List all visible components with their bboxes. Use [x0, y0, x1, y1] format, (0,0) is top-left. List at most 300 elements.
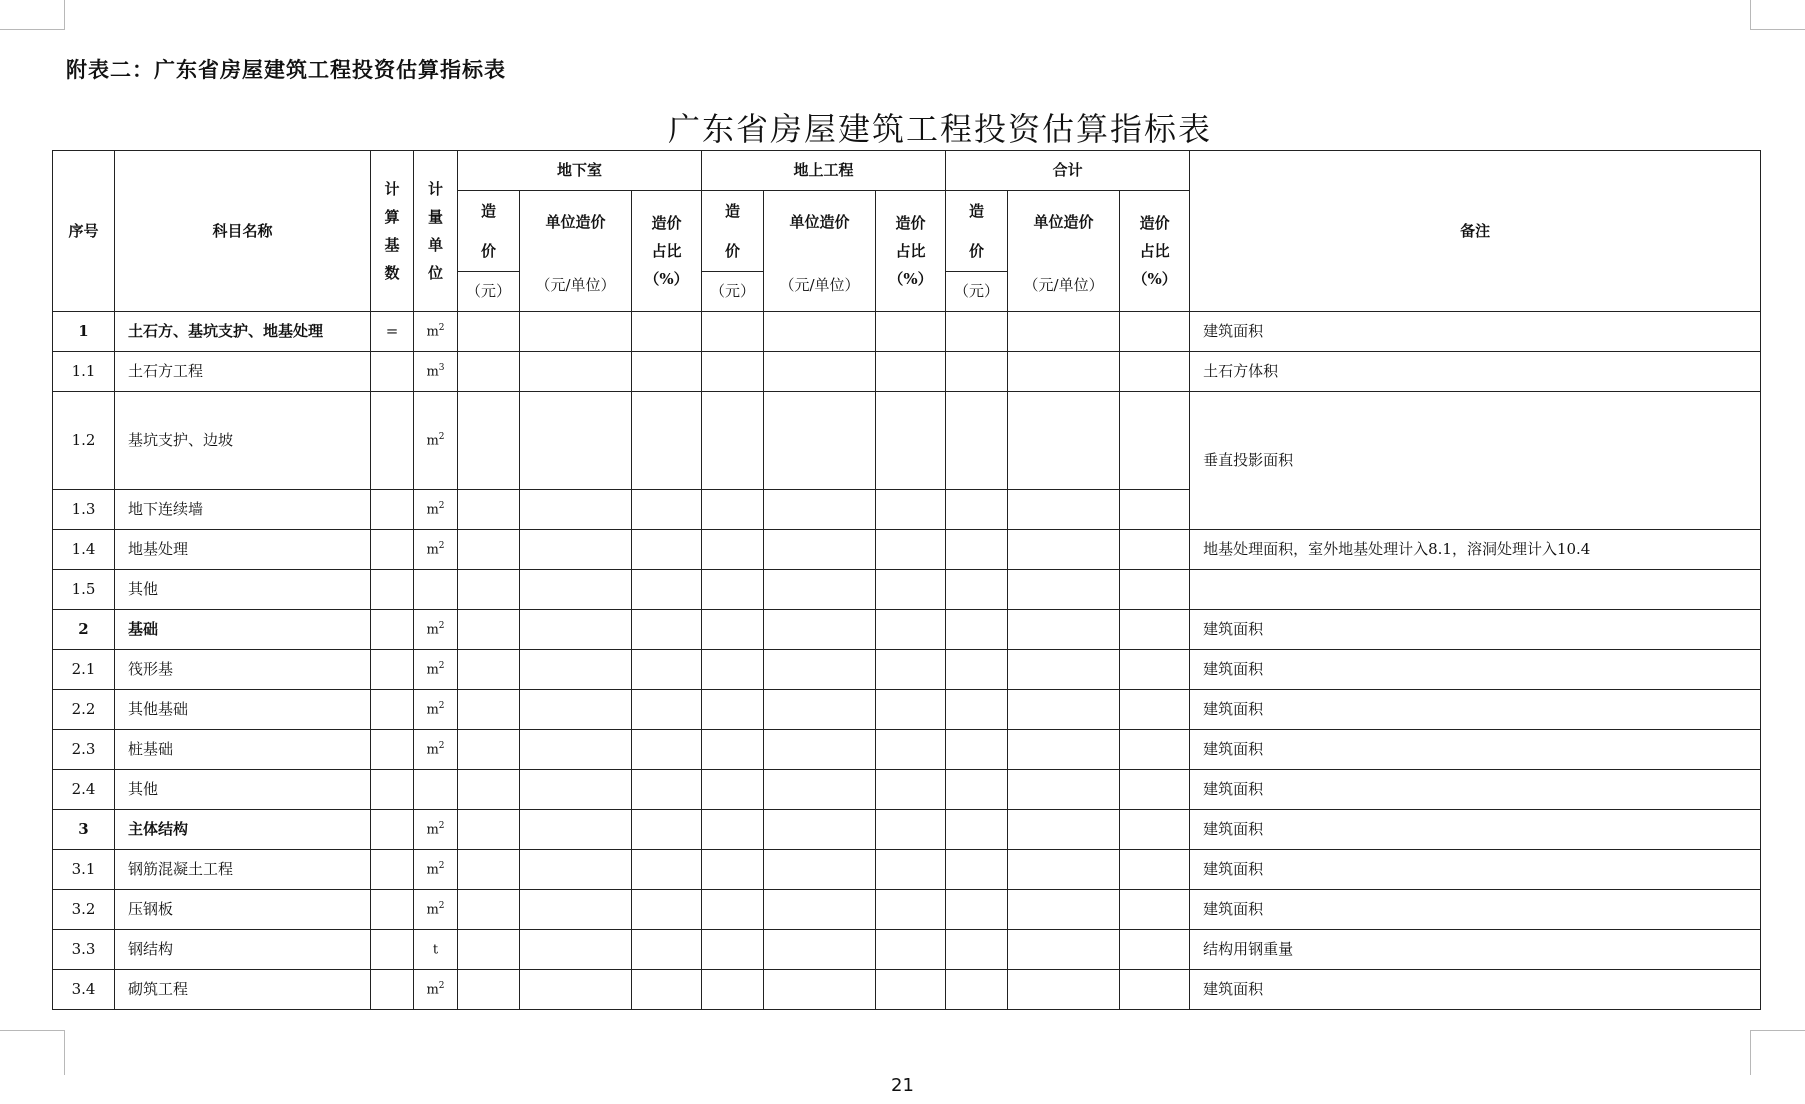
header-calc-base-char: 数 [384, 264, 400, 282]
table-row [53, 770, 1761, 810]
appendix-title: 附表二：广东省房屋建筑工程投资估算指标表 [66, 57, 506, 82]
header-group-basement: 地下室 [458, 151, 702, 191]
row-value-cell [520, 770, 632, 810]
row-value-cell [1120, 890, 1190, 930]
table-row [53, 890, 1761, 930]
header-cost-unit: （元） [702, 272, 764, 312]
header-unit-cost-label: 单位造价 [789, 213, 850, 232]
row-unit-symbol: m [426, 324, 439, 340]
row-seq: 1.2 [53, 392, 115, 490]
row-value-cell [632, 890, 702, 930]
row-value-cell [458, 570, 520, 610]
header-unit-cost-unit: （元/单位） [779, 276, 860, 294]
header-ratio-line: （%） [888, 270, 933, 288]
crop-mark-bottom-left [0, 1030, 65, 1075]
row-subject-name: 砌筑工程 [115, 970, 371, 1010]
row-value-cell [458, 490, 520, 530]
row-value-cell [458, 930, 520, 970]
row-value-cell [876, 392, 946, 490]
row-remark: 建筑面积 [1190, 850, 1761, 890]
header-unit-cost [764, 191, 876, 312]
row-value-cell [632, 970, 702, 1010]
row-subject-name: 土石方、基坑支护、地基处理 [115, 312, 371, 352]
row-seq: 1 [53, 312, 115, 352]
row-value-cell [702, 930, 764, 970]
row-value-cell [1008, 650, 1120, 690]
row-value-cell [458, 810, 520, 850]
row-value-cell [1008, 730, 1120, 770]
row-value-cell [702, 890, 764, 930]
row-unit [414, 490, 458, 530]
row-subject-name: 压钢板 [115, 890, 371, 930]
row-value-cell [458, 312, 520, 352]
row-unit-symbol: m [426, 622, 439, 638]
row-value-cell [458, 352, 520, 392]
row-value-cell [520, 890, 632, 930]
row-value-cell [1120, 930, 1190, 970]
row-calc-base [371, 730, 414, 770]
row-seq: 3.4 [53, 970, 115, 1010]
row-seq: 3.1 [53, 850, 115, 890]
row-unit-symbol: m [426, 982, 439, 998]
row-value-cell [702, 312, 764, 352]
row-subject-name: 地基处理 [115, 530, 371, 570]
row-unit-exponent: 2 [438, 700, 445, 711]
row-calc-base [371, 352, 414, 392]
row-value-cell [764, 690, 876, 730]
row-value-cell [764, 810, 876, 850]
row-unit [414, 570, 458, 610]
header-ratio-line: 造价 [651, 214, 682, 232]
row-value-cell [946, 392, 1008, 490]
header-cost [946, 191, 1008, 272]
row-value-cell [1008, 570, 1120, 610]
row-value-cell [876, 650, 946, 690]
row-value-cell [876, 810, 946, 850]
row-value-cell [764, 890, 876, 930]
row-unit-exponent: 2 [438, 820, 445, 831]
row-value-cell [1120, 610, 1190, 650]
header-cost-char: 造 [969, 202, 985, 220]
row-unit-exponent: 2 [438, 660, 445, 671]
row-calc-base [371, 970, 414, 1010]
row-value-cell [632, 352, 702, 392]
crop-mark-top-right [1750, 0, 1805, 30]
table-row [53, 930, 1761, 970]
row-seq: 2.1 [53, 650, 115, 690]
header-unit-char: 位 [427, 264, 443, 282]
row-value-cell [876, 930, 946, 970]
row-value-cell [632, 490, 702, 530]
row-value-cell [520, 490, 632, 530]
row-unit [414, 352, 458, 392]
table-row [53, 730, 1761, 770]
header-ratio-line: 造价 [895, 214, 926, 232]
row-unit-symbol: m [426, 662, 439, 678]
row-value-cell [946, 650, 1008, 690]
row-calc-base [371, 690, 414, 730]
row-value-cell [764, 730, 876, 770]
row-value-cell [458, 610, 520, 650]
row-subject-name: 土石方工程 [115, 352, 371, 392]
row-subject-name: 基础 [115, 610, 371, 650]
row-value-cell [1120, 570, 1190, 610]
header-calc-base [371, 151, 414, 312]
row-value-cell [764, 850, 876, 890]
row-value-cell [632, 530, 702, 570]
row-unit [414, 770, 458, 810]
row-unit-exponent: 2 [438, 980, 445, 991]
row-value-cell [632, 650, 702, 690]
row-value-cell [702, 690, 764, 730]
row-value-cell [764, 650, 876, 690]
row-value-cell [458, 650, 520, 690]
row-value-cell [1120, 690, 1190, 730]
row-value-cell [520, 610, 632, 650]
header-cost [458, 191, 520, 272]
row-seq: 2.4 [53, 770, 115, 810]
row-unit-exponent: 2 [438, 860, 445, 871]
table-row [53, 352, 1761, 392]
row-value-cell [946, 530, 1008, 570]
row-seq: 1.1 [53, 352, 115, 392]
row-calc-base: = [371, 312, 414, 352]
table-row [53, 650, 1761, 690]
row-value-cell [458, 770, 520, 810]
row-value-cell [1008, 530, 1120, 570]
row-subject-name: 桩基础 [115, 730, 371, 770]
header-group-total: 合计 [946, 151, 1190, 191]
table-row [53, 530, 1761, 570]
row-value-cell [1008, 930, 1120, 970]
row-calc-base [371, 650, 414, 690]
row-unit-exponent: 2 [438, 431, 445, 442]
header-ratio-line: 占比 [895, 242, 926, 260]
page-number: 21 [891, 1075, 914, 1096]
row-subject-name: 主体结构 [115, 810, 371, 850]
header-unit-char: 计 [427, 180, 443, 198]
row-value-cell [764, 610, 876, 650]
row-value-cell [520, 970, 632, 1010]
header-ratio [632, 191, 702, 312]
row-unit [414, 392, 458, 490]
row-value-cell [876, 312, 946, 352]
header-ratio [876, 191, 946, 312]
row-value-cell [520, 690, 632, 730]
row-value-cell [520, 570, 632, 610]
row-value-cell [458, 690, 520, 730]
row-value-cell [632, 730, 702, 770]
row-remark: 土石方体积 [1190, 352, 1761, 392]
row-subject-name: 地下连续墙 [115, 490, 371, 530]
row-unit [414, 650, 458, 690]
row-unit [414, 690, 458, 730]
row-value-cell [876, 850, 946, 890]
row-unit [414, 810, 458, 850]
row-value-cell [946, 352, 1008, 392]
row-unit [414, 530, 458, 570]
row-remark: 建筑面积 [1190, 810, 1761, 850]
row-value-cell [876, 770, 946, 810]
header-unit-char: 单 [427, 236, 443, 254]
row-value-cell [1120, 810, 1190, 850]
row-unit-exponent: 3 [438, 362, 445, 373]
row-unit-symbol: m [426, 433, 439, 449]
row-value-cell [702, 770, 764, 810]
row-value-cell [520, 392, 632, 490]
row-unit-symbol: t [432, 942, 439, 958]
row-value-cell [764, 490, 876, 530]
row-remark: 建筑面积 [1190, 890, 1761, 930]
row-calc-base [371, 770, 414, 810]
header-calc-base-char: 算 [384, 208, 400, 226]
row-value-cell [1120, 770, 1190, 810]
header-unit-cost-unit: （元/单位） [535, 276, 616, 294]
row-value-cell [632, 690, 702, 730]
row-remark: 地基处理面积，室外地基处理计入8.1，溶洞处理计入10.4 [1190, 530, 1761, 570]
table-row [53, 392, 1761, 490]
row-subject-name: 钢结构 [115, 930, 371, 970]
row-calc-base [371, 850, 414, 890]
row-unit-exponent: 2 [438, 500, 445, 511]
row-remark: 垂直投影面积 [1190, 392, 1761, 530]
header-cost-unit: （元） [946, 272, 1008, 312]
row-unit-symbol: m [426, 364, 439, 380]
row-remark: 建筑面积 [1190, 610, 1761, 650]
row-subject-name: 钢筋混凝土工程 [115, 850, 371, 890]
row-value-cell [632, 392, 702, 490]
row-calc-base [371, 890, 414, 930]
row-value-cell [1008, 610, 1120, 650]
row-value-cell [876, 530, 946, 570]
row-remark: 建筑面积 [1190, 970, 1761, 1010]
row-value-cell [1008, 810, 1120, 850]
row-value-cell [764, 570, 876, 610]
row-seq: 2.3 [53, 730, 115, 770]
row-value-cell [702, 730, 764, 770]
row-subject-name: 基坑支护、边坡 [115, 392, 371, 490]
row-value-cell [876, 352, 946, 392]
row-value-cell [946, 490, 1008, 530]
header-cost-unit: （元） [458, 272, 520, 312]
row-value-cell [632, 570, 702, 610]
row-value-cell [764, 770, 876, 810]
header-unit-cost [1008, 191, 1120, 312]
row-unit [414, 312, 458, 352]
header-ratio-line: （%） [644, 270, 689, 288]
row-value-cell [1120, 650, 1190, 690]
table-row [53, 850, 1761, 890]
header-cost-char: 价 [969, 242, 985, 260]
header-calc-base-char: 计 [384, 180, 400, 198]
document-title: 广东省房屋建筑工程投资估算指标表 [667, 110, 1212, 148]
row-value-cell [1120, 970, 1190, 1010]
row-unit [414, 890, 458, 930]
row-remark: 建筑面积 [1190, 730, 1761, 770]
table-row [53, 690, 1761, 730]
row-unit-exponent: 2 [438, 740, 445, 751]
row-unit [414, 730, 458, 770]
row-unit-symbol: m [426, 902, 439, 918]
row-value-cell [702, 810, 764, 850]
row-calc-base [371, 610, 414, 650]
table-row [53, 312, 1761, 352]
row-value-cell [1008, 770, 1120, 810]
row-value-cell [946, 810, 1008, 850]
header-unit [414, 151, 458, 312]
row-value-cell [946, 730, 1008, 770]
row-value-cell [876, 570, 946, 610]
header-calc-base-char: 基 [384, 236, 400, 254]
row-value-cell [1008, 490, 1120, 530]
header-ratio-line: 造价 [1139, 214, 1170, 232]
row-value-cell [702, 610, 764, 650]
row-subject-name: 其他 [115, 770, 371, 810]
header-unit-cost-label: 单位造价 [545, 213, 606, 232]
table-body [53, 312, 1761, 1010]
crop-mark-bottom-right [1750, 1030, 1805, 1075]
row-value-cell [458, 890, 520, 930]
row-value-cell [876, 890, 946, 930]
row-value-cell [1008, 392, 1120, 490]
row-value-cell [1120, 530, 1190, 570]
row-calc-base [371, 810, 414, 850]
row-value-cell [946, 690, 1008, 730]
table-row [53, 610, 1761, 650]
row-value-cell [1008, 312, 1120, 352]
row-remark: 建筑面积 [1190, 312, 1761, 352]
row-value-cell [632, 810, 702, 850]
row-value-cell [702, 650, 764, 690]
row-value-cell [876, 690, 946, 730]
row-calc-base [371, 530, 414, 570]
header-unit-cost [520, 191, 632, 312]
row-value-cell [520, 930, 632, 970]
row-subject-name: 其他基础 [115, 690, 371, 730]
row-value-cell [702, 970, 764, 1010]
row-value-cell [1120, 730, 1190, 770]
row-unit-symbol: m [426, 742, 439, 758]
row-value-cell [764, 530, 876, 570]
header-unit-cost-unit: （元/单位） [1023, 276, 1104, 294]
table-row [53, 570, 1761, 610]
header-ratio [1120, 191, 1190, 312]
row-value-cell [1120, 490, 1190, 530]
row-unit [414, 610, 458, 650]
row-subject-name: 筏形基 [115, 650, 371, 690]
row-calc-base [371, 490, 414, 530]
row-unit [414, 970, 458, 1010]
row-value-cell [458, 970, 520, 1010]
row-unit-symbol: m [426, 542, 439, 558]
header-remark: 备注 [1190, 151, 1761, 312]
row-value-cell [702, 570, 764, 610]
row-value-cell [520, 650, 632, 690]
row-remark: 建筑面积 [1190, 690, 1761, 730]
row-value-cell [632, 610, 702, 650]
header-unit-cost-label: 单位造价 [1033, 213, 1094, 232]
row-value-cell [764, 392, 876, 490]
row-value-cell [632, 770, 702, 810]
row-seq: 1.5 [53, 570, 115, 610]
row-value-cell [764, 352, 876, 392]
row-value-cell [458, 850, 520, 890]
row-unit-exponent: 2 [438, 322, 445, 333]
header-cost [702, 191, 764, 272]
row-seq: 2 [53, 610, 115, 650]
row-seq: 1.3 [53, 490, 115, 530]
row-value-cell [946, 850, 1008, 890]
row-value-cell [946, 570, 1008, 610]
row-value-cell [520, 312, 632, 352]
row-seq: 3.2 [53, 890, 115, 930]
row-value-cell [1008, 352, 1120, 392]
header-ratio-line: 占比 [1139, 242, 1170, 260]
row-value-cell [702, 352, 764, 392]
row-value-cell [946, 770, 1008, 810]
row-remark: 建筑面积 [1190, 650, 1761, 690]
row-unit-exponent: 2 [438, 540, 445, 551]
row-seq: 3 [53, 810, 115, 850]
row-unit-symbol: m [426, 822, 439, 838]
row-value-cell [764, 312, 876, 352]
crop-mark-top-left [0, 0, 65, 30]
row-value-cell [1008, 890, 1120, 930]
row-value-cell [520, 730, 632, 770]
header-ratio-line: （%） [1132, 270, 1177, 288]
row-value-cell [520, 810, 632, 850]
row-value-cell [764, 970, 876, 1010]
row-unit-symbol: m [426, 502, 439, 518]
table-row [53, 970, 1761, 1010]
header-cost-char: 价 [480, 242, 496, 260]
header-cost-char: 造 [480, 202, 496, 220]
row-unit-exponent: 2 [438, 900, 445, 911]
row-unit [414, 850, 458, 890]
row-value-cell [632, 930, 702, 970]
row-value-cell [946, 930, 1008, 970]
row-unit [414, 930, 458, 970]
row-value-cell [702, 530, 764, 570]
header-cost-char: 价 [725, 242, 741, 260]
row-value-cell [702, 490, 764, 530]
row-value-cell [876, 730, 946, 770]
row-value-cell [1120, 312, 1190, 352]
row-remark [1190, 570, 1761, 610]
row-value-cell [702, 392, 764, 490]
table-row [53, 810, 1761, 850]
row-value-cell [1120, 850, 1190, 890]
row-value-cell [702, 850, 764, 890]
row-seq: 1.4 [53, 530, 115, 570]
row-value-cell [876, 610, 946, 650]
header-unit-char: 量 [427, 208, 443, 226]
estimate-index-table [52, 150, 1761, 1010]
row-value-cell [1120, 352, 1190, 392]
row-value-cell [1120, 392, 1190, 490]
row-value-cell [520, 530, 632, 570]
row-value-cell [1008, 690, 1120, 730]
row-seq: 2.2 [53, 690, 115, 730]
row-value-cell [946, 970, 1008, 1010]
row-value-cell [876, 970, 946, 1010]
header-seq: 序号 [53, 151, 115, 312]
row-value-cell [946, 610, 1008, 650]
row-subject-name: 其他 [115, 570, 371, 610]
row-remark: 建筑面积 [1190, 770, 1761, 810]
row-value-cell [458, 530, 520, 570]
row-value-cell [946, 890, 1008, 930]
